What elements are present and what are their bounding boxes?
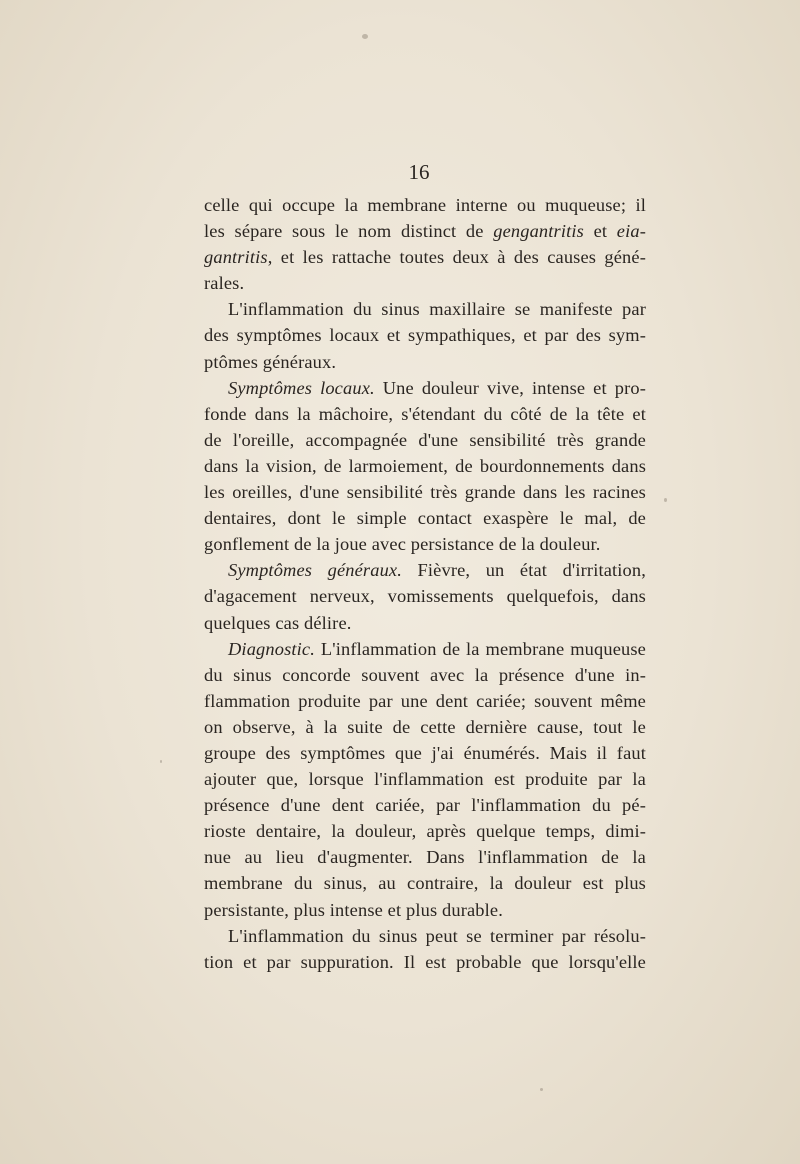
text-segment: L'inflammation de la membrane muqueuse <box>314 638 646 659</box>
text-segment: membrane du sinus, au contraire, la douleur est plus <box>204 873 646 894</box>
text-segment: de l'oreille, accompagnée d'une sensibilité très grande <box>204 429 646 450</box>
text-line <box>204 505 646 531</box>
text-segment: d'agacement nerveux, vomissements quelquefois, dans <box>204 586 646 607</box>
italic-heading-text: eia- <box>616 221 646 242</box>
text-line <box>204 897 646 923</box>
text-line <box>204 949 646 975</box>
italic-heading-text: gengantritis <box>493 221 584 242</box>
text-line <box>204 349 646 375</box>
text-line <box>204 375 646 401</box>
text-segment: quelques cas délire. <box>204 612 352 633</box>
text-segment: Une douleur vive, intense et pro- <box>374 377 646 398</box>
text-segment: celle qui occupe la membrane interne ou muqueuse; il <box>204 195 646 215</box>
paper-speck <box>160 760 162 763</box>
italic-heading-text: Symptômes locaux. <box>228 377 375 398</box>
text-line <box>204 479 646 505</box>
text-segment: les oreilles, d'une sensibilité très grande dans les racines <box>204 482 646 503</box>
text-segment: des symptômes locaux et sympathiques, et par des sym- <box>204 325 646 346</box>
text-line <box>204 453 646 479</box>
paper-speck <box>540 1088 543 1091</box>
text-line <box>204 818 646 844</box>
text-line <box>204 218 646 244</box>
body-text <box>204 192 646 975</box>
italic-heading-text: Diagnostic. <box>228 638 315 659</box>
text-line <box>204 531 646 557</box>
text-segment: présence d'une dent cariée, par l'inflammation du pé- <box>204 795 646 816</box>
paper-speck <box>664 498 667 502</box>
text-segment: Fièvre, un état d'irritation, <box>402 560 646 581</box>
text-segment: on observe, à la suite de cette dernière cause, tout le <box>204 716 646 737</box>
text-line <box>204 740 646 766</box>
text-line <box>204 636 646 662</box>
text-line <box>204 688 646 714</box>
text-line <box>204 296 646 322</box>
text-segment: , et les rattache toutes deux à des causes géné- <box>267 247 646 268</box>
text-segment: L'inflammation du sinus peut se terminer par résolu- <box>228 925 646 946</box>
text-line <box>204 792 646 818</box>
text-line <box>204 270 646 296</box>
italic-heading-text: Symptômes généraux. <box>228 560 402 581</box>
text-segment: dentaires, dont le simple contact exaspère le mal, de <box>204 508 646 529</box>
text-line <box>204 192 646 218</box>
text-line <box>204 427 646 453</box>
text-line <box>204 870 646 896</box>
text-segment: persistante, plus intense et plus durable. <box>204 899 503 920</box>
text-line <box>204 557 646 583</box>
text-segment: fonde dans la mâchoire, s'étendant du côté de la tête et <box>204 403 646 424</box>
text-segment: L'inflammation du sinus maxillaire se manifeste par <box>228 299 646 320</box>
paper-speck <box>362 34 368 39</box>
text-line <box>204 923 646 949</box>
text-segment: flammation produite par une dent cariée; souvent même <box>204 690 646 711</box>
text-segment: du sinus concorde souvent avec la présence d'une in- <box>204 664 646 685</box>
text-segment: les sépare sous le nom distinct de <box>204 221 494 242</box>
text-line <box>204 583 646 609</box>
text-line <box>204 322 646 348</box>
text-line <box>204 766 646 792</box>
text-segment: nue au lieu d'augmenter. Dans l'inflammation de la <box>204 847 646 868</box>
text-segment: groupe des symptômes que j'ai énumérés. Mais il faut <box>204 742 646 763</box>
text-line <box>204 844 646 870</box>
italic-heading-text: gantritis <box>204 247 268 268</box>
text-segment: tion et par suppuration. Il est probable que lorsqu'elle <box>204 951 646 972</box>
text-line <box>204 401 646 427</box>
text-segment: rales. <box>204 273 245 294</box>
text-line <box>204 610 646 636</box>
text-segment: dans la vision, de larmoiement, de bourdonnements dans <box>204 455 646 476</box>
text-line <box>204 714 646 740</box>
page-number: 16 <box>408 160 430 184</box>
text-segment: gonflement de la joue avec persistance de la douleur. <box>204 534 601 555</box>
text-segment: ajouter que, lorsque l'inflammation est produite par la <box>204 769 646 790</box>
text-segment: rioste dentaire, la douleur, après quelque temps, dimi- <box>204 821 646 842</box>
text-segment: et <box>583 221 617 242</box>
text-line <box>204 662 646 688</box>
text-segment: ptômes généraux. <box>204 351 337 372</box>
text-line <box>204 244 646 270</box>
